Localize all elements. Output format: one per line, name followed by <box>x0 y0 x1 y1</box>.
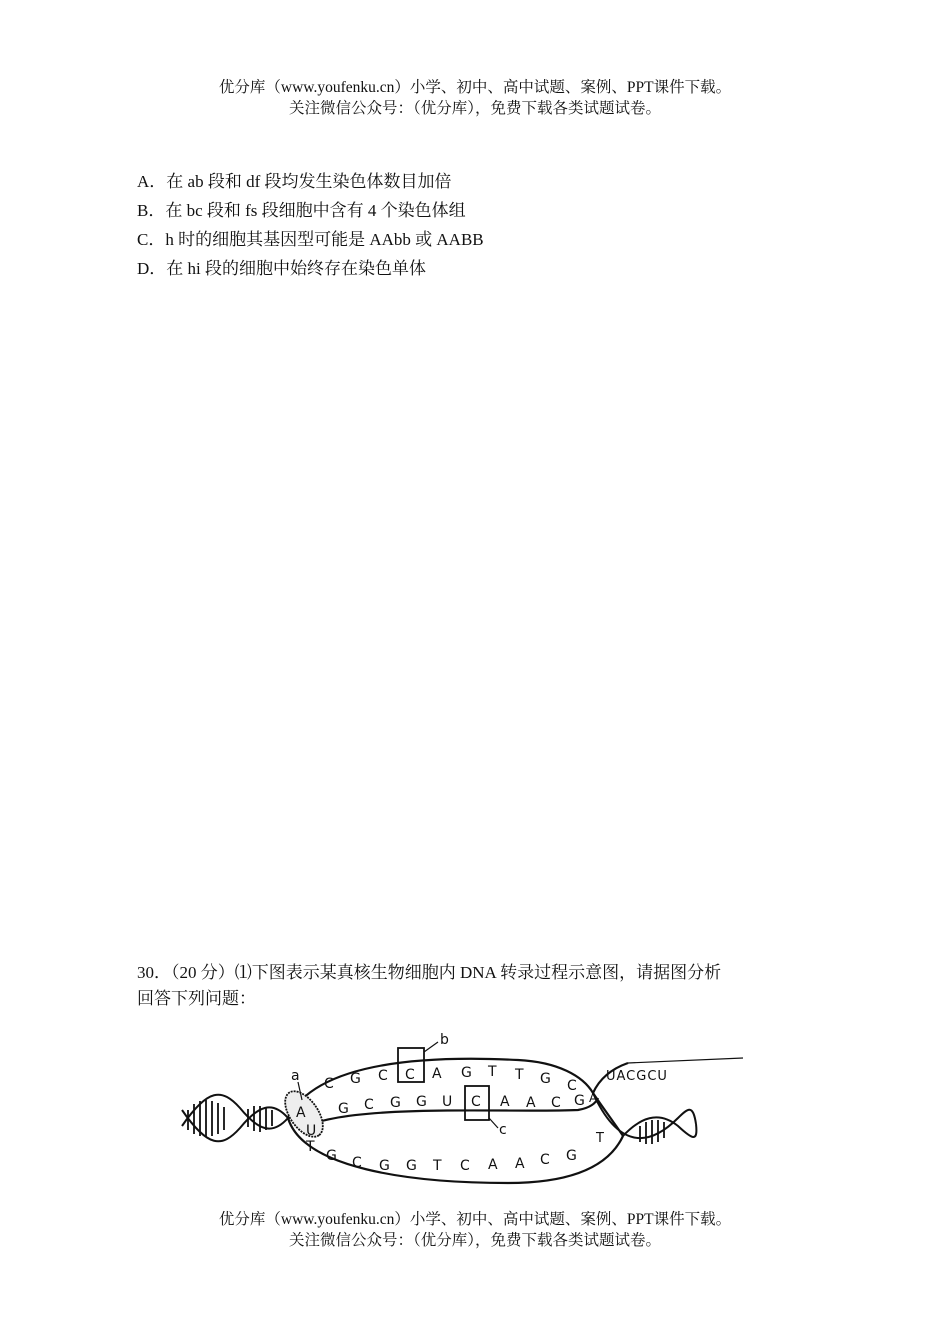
header-line-2: 关注微信公众号：（优分库），免费下载各类试题试卷。 <box>288 100 661 117</box>
bottom-base: C <box>460 1158 470 1174</box>
left-helix <box>182 1095 288 1142</box>
right-t-base: T <box>596 1131 604 1146</box>
rna-base: G <box>390 1095 401 1111</box>
bottom-base: T <box>433 1158 442 1174</box>
top-base: T <box>488 1064 497 1080</box>
top-base: T <box>515 1067 524 1083</box>
top-base: C <box>378 1068 388 1084</box>
bubble-base-1: A <box>296 1105 306 1121</box>
bottom-base: A <box>488 1157 498 1173</box>
page-header <box>0 77 950 119</box>
footer-line-1: 优分库（www.youfenku.cn）小学、初中、高中试题、案例、PPT课件下载。 <box>218 1211 732 1228</box>
footer-line-2: 关注微信公众号：（优分库），免费下载各类试题试卷。 <box>288 1232 661 1249</box>
rna-tail: UACGCU <box>606 1069 668 1084</box>
option-b-letter: B． <box>137 201 166 220</box>
label-b: b <box>440 1032 449 1048</box>
question-30 <box>137 960 721 1012</box>
label-c-pointer <box>489 1118 498 1128</box>
option-b <box>137 199 466 223</box>
right-helix <box>593 1093 696 1144</box>
option-b-text: 在 bc 段和 fs 段细胞中含有 4 个染色体组 <box>165 201 466 220</box>
bubble-base-2: U <box>306 1123 317 1139</box>
top-base: G <box>350 1071 361 1087</box>
top-strand-bases <box>324 1064 577 1094</box>
rna-base: A <box>526 1095 536 1111</box>
bottom-strand-bases <box>305 1139 577 1174</box>
top-base: G <box>461 1065 472 1081</box>
option-c-text: h 时的细胞其基因型可能是 AAbb 或 AABB <box>165 230 484 249</box>
rna-base: G <box>574 1093 585 1109</box>
question-stem: （20 分）⑴下图表示某真核生物细胞内 DNA 转录过程示意图，请据图分析 <box>171 963 722 982</box>
label-b-pointer <box>424 1042 438 1052</box>
top-base: C <box>405 1067 415 1083</box>
bottom-base: G <box>566 1148 577 1164</box>
bottom-base: G <box>326 1148 337 1164</box>
question-number: 30． <box>137 963 171 982</box>
rna-base: A <box>589 1091 598 1105</box>
option-c <box>137 228 484 252</box>
rna-base: A <box>500 1094 510 1110</box>
top-base: A <box>432 1066 442 1082</box>
question-line-1 <box>137 960 721 986</box>
option-a-letter: A． <box>137 172 167 191</box>
page-footer <box>0 1209 950 1251</box>
top-base: G <box>540 1071 551 1087</box>
option-a <box>137 170 452 194</box>
top-base: C <box>567 1078 577 1094</box>
rna-base: G <box>338 1101 349 1117</box>
label-a: a <box>291 1068 300 1084</box>
rna-base: C <box>551 1095 561 1111</box>
bottom-base: A <box>515 1156 525 1172</box>
bottom-base: G <box>379 1158 390 1174</box>
rna-base: C <box>471 1094 481 1110</box>
rna-base: C <box>364 1097 374 1113</box>
bottom-base: T <box>306 1139 315 1155</box>
question-line-2: 回答下列问题： <box>137 989 256 1008</box>
bottom-base: G <box>406 1158 417 1174</box>
option-c-letter: C． <box>137 230 166 249</box>
header-line-1: 优分库（www.youfenku.cn）小学、初中、高中试题、案例、PPT课件下载。 <box>218 79 732 96</box>
option-a-text: 在 ab 段和 df 段均发生染色体数目加倍 <box>166 172 452 191</box>
rna-base: G <box>416 1094 427 1110</box>
option-d-letter: D． <box>137 259 167 278</box>
option-d <box>137 257 426 281</box>
top-base: C <box>324 1076 334 1092</box>
bottom-base: C <box>352 1155 362 1171</box>
option-d-text: 在 hi 段的细胞中始终存在染色单体 <box>166 259 427 278</box>
bottom-base: C <box>540 1152 550 1168</box>
dna-transcription-figure <box>178 1018 748 1198</box>
rna-base: U <box>442 1094 453 1110</box>
label-c: c <box>499 1122 507 1138</box>
